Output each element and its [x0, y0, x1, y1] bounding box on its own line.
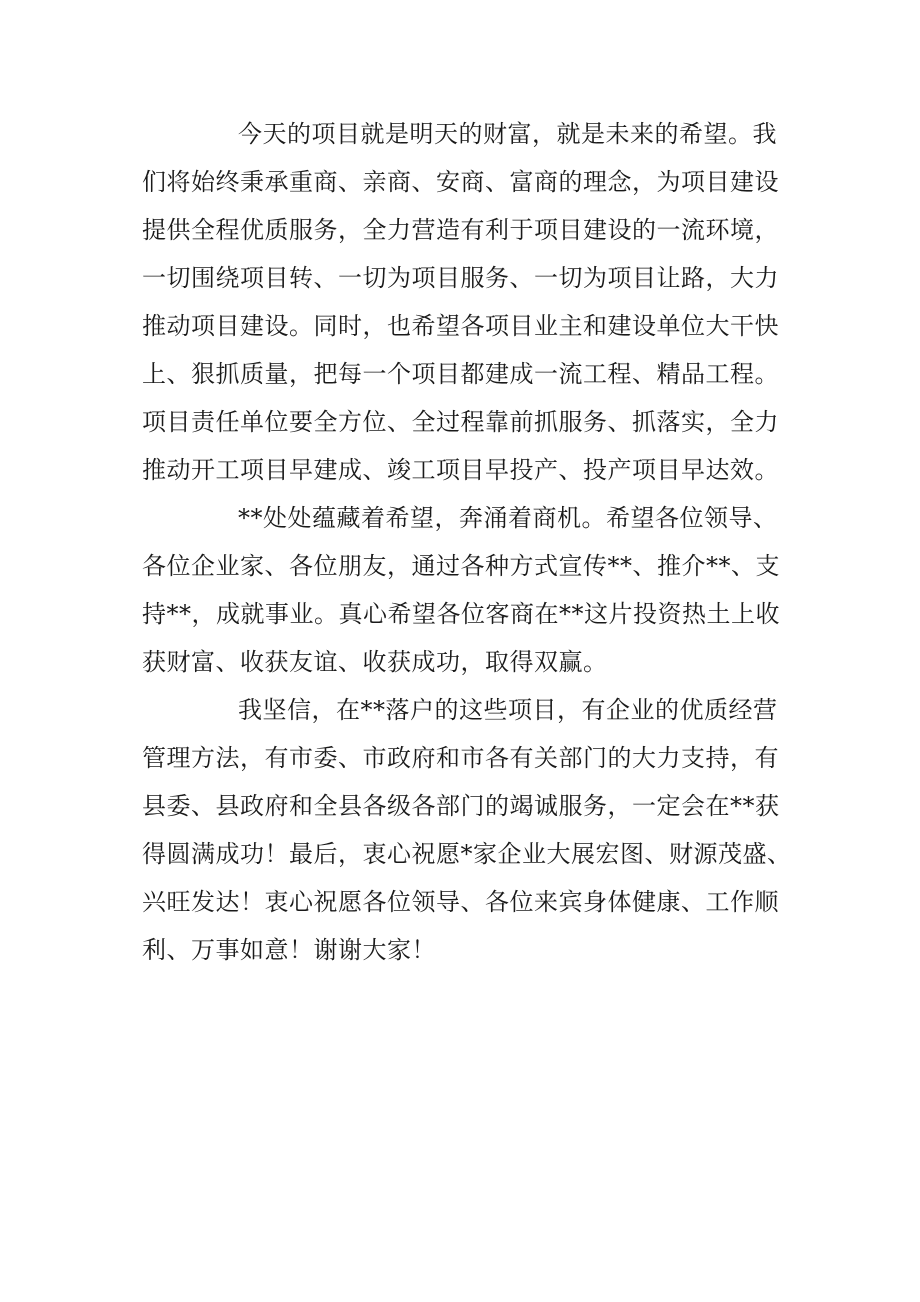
paragraph-line: 今天的项目就是明天的财富，就是未来的希望。我 — [238, 120, 777, 148]
paragraph-line: 兴旺发达！衷心祝愿各位领导、各位来宾身体健康、工作顺 — [142, 888, 779, 916]
paragraph-1 — [142, 110, 782, 494]
paragraph-line: 我坚信，在**落户的这些项目，有企业的优质经营 — [238, 696, 778, 724]
paragraph-line: 获财富、收获友谊、收获成功，取得双赢。 — [142, 648, 608, 676]
document-body — [142, 110, 792, 974]
paragraph-line: 各位企业家、各位朋友，通过各种方式宣传**、推介**、支 — [142, 552, 780, 580]
paragraph-line: 推动项目建设。同时，也希望各项目业主和建设单位大干快 — [142, 312, 779, 340]
paragraph-2 — [142, 494, 782, 686]
paragraph-line: **处处蕴藏着希望，奔涌着商机。希望各位领导、 — [238, 504, 778, 532]
paragraph-line: 县委、县政府和全县各级各部门的竭诚服务，一定会在**获 — [142, 792, 780, 820]
paragraph-line: 项目责任单位要全方位、全过程靠前抓服务、抓落实，全力 — [142, 408, 779, 436]
paragraph-line: 提供全程优质服务，全力营造有利于项目建设的一流环境， — [142, 216, 779, 244]
paragraph-line: 上、狠抓质量，把每一个项目都建成一流工程、精品工程。 — [142, 360, 779, 388]
paragraph-line: 利、万事如意！谢谢大家！ — [142, 936, 436, 964]
paragraph-line: 们将始终秉承重商、亲商、安商、富商的理念，为项目建设 — [142, 168, 779, 196]
paragraph-line: 持**，成就事业。真心希望各位客商在**这片投资热土上收 — [142, 600, 780, 628]
paragraph-line: 推动开工项目早建成、竣工项目早投产、投产项目早达效。 — [142, 456, 779, 484]
paragraph-line: 得圆满成功！最后，衷心祝愿*家企业大展宏图、财源茂盛、 — [142, 840, 792, 868]
paragraph-3 — [142, 686, 792, 974]
paragraph-line: 管理方法，有市委、市政府和市各有关部门的大力支持，有 — [142, 744, 779, 772]
paragraph-line: 一切围绕项目转、一切为项目服务、一切为项目让路，大力 — [142, 264, 779, 292]
